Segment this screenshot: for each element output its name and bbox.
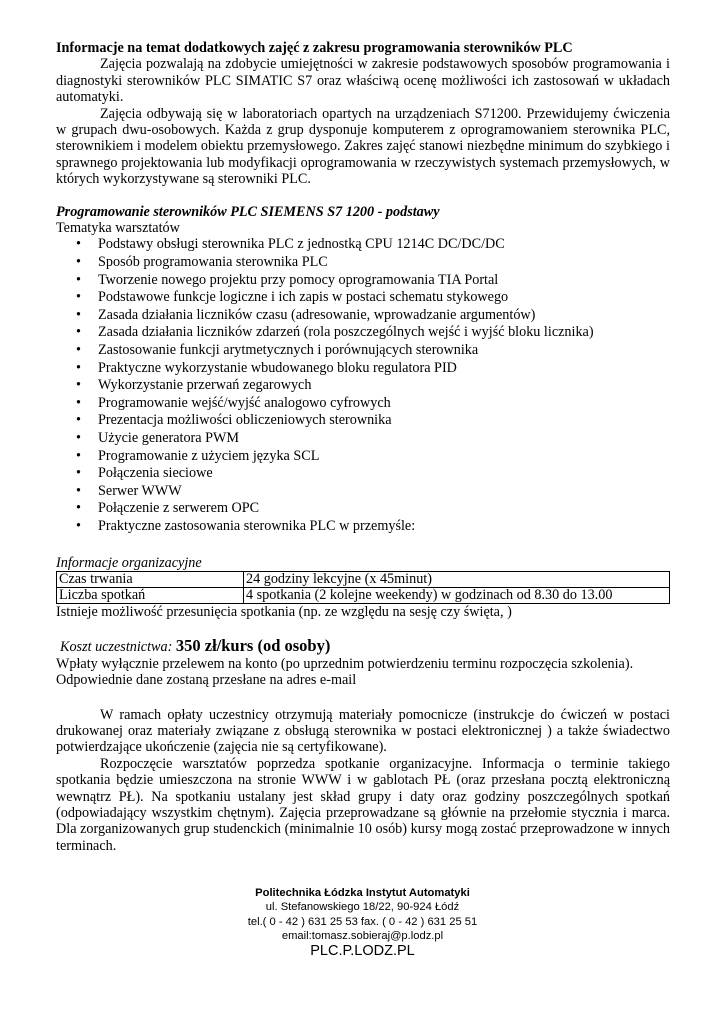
bullet-icon: • xyxy=(76,430,81,446)
list-item: • Wykorzystanie przerwań zegarowych xyxy=(76,377,312,394)
bullet-icon: • xyxy=(76,271,81,288)
list-item: • Serwer WWW xyxy=(76,482,182,499)
bullet-icon: • xyxy=(76,324,81,341)
intro-paragraph-2: Zajęcia odbywają się w laboratoriach opartych na urządzeniach S71200. Przewidujemy ćwiczenia w grupach dwu-osobowych. Każda z grup dysponuje komputerem z oprogramowaniem sterownika PLC, sterownikiem i modelem obiektu przemysłowego. Zakres zajęć stanowi niezbędne minimum do szybkiego i sprawnego projektowania lub modyfikacji oprogramowania w rzeczywistych systemach przemysłowych, w których wykorzystywane są sterowniki PLC. xyxy=(56,105,670,188)
list-item: • Połączenie z serwerem OPC xyxy=(76,500,260,517)
bullet-icon: • xyxy=(76,254,81,271)
table-cell-value: 24 godziny lekcyjne (x 45minut) xyxy=(244,571,670,587)
list-item: • Sposób programowania sterownika PLC xyxy=(76,254,328,271)
document-page xyxy=(56,40,670,854)
intro-paragraph-1: Zajęcia pozwalają na zdobycie umiejętności w zakresie podstawowych sposobów programowania i diagnostyki sterowników PLC SIMATIC S7 oraz właściwą ocenę możliwości ich zastosowań w układach automatyki. xyxy=(56,56,670,106)
bullet-icon: • xyxy=(76,465,81,482)
footer-website: PLC.P.LODZ.PL xyxy=(310,943,415,960)
list-item: • Zasada działania liczników zdarzeń (rola poszczególnych wejść i wyjść bloku licznika) xyxy=(76,324,594,341)
table-cell-value: 4 spotkania (2 kolejne weekendy) w godzinach od 8.30 do 13.00 xyxy=(244,587,670,603)
bullet-icon: • xyxy=(76,394,81,411)
org-info-table xyxy=(56,571,670,604)
bullet-icon: • xyxy=(76,342,81,359)
course-title: Programowanie sterowników PLC SIEMENS S7 1200 - podstawy xyxy=(56,203,440,220)
list-item: • Programowanie z użyciem języka SCL xyxy=(76,447,320,464)
bullet-icon: • xyxy=(76,482,81,499)
document-title: Informacje na temat dodatkowych zajęć z zakresu programowania sterowników PLC xyxy=(56,40,573,56)
bullet-icon: • xyxy=(76,412,81,429)
topics-label: Tematyka warsztatów xyxy=(56,220,180,237)
footer-phone: tel.( 0 - 42 ) 631 25 53 fax. ( 0 - 42 ) 631 25 51 xyxy=(247,915,478,928)
list-item: • Zasada działania liczników czasu (adresowanie, wprowadzanie argumentów) xyxy=(76,306,536,323)
bullet-icon: • xyxy=(76,306,81,323)
table-row xyxy=(57,571,670,587)
bullet-icon: • xyxy=(76,447,81,464)
payment-info-email: Odpowiednie dane zostaną przesłane na adres e-mail xyxy=(56,672,357,689)
footer-org: Politechnika Łódzka Instytut Automatyki xyxy=(255,887,470,899)
org-info-title: Informacje organizacyjne xyxy=(56,554,202,571)
list-item: • Programowanie wejść/wyjść analogowo cyfrowych xyxy=(76,394,391,411)
table-row xyxy=(57,587,670,603)
list-item: • Praktyczne wykorzystanie wbudowanego bloku regulatora PID xyxy=(76,359,457,376)
footer-email: email:tomasz.sobieraj@p.lodz.pl xyxy=(281,929,444,942)
cost-amount: 350 zł/kurs (od osoby) xyxy=(175,636,331,656)
list-item: • Połączenia sieciowe xyxy=(76,465,213,482)
list-item: • Tworzenie nowego projektu przy pomocy oprogramowania TIA Portal xyxy=(76,271,499,288)
footer-address: ul. Stefanowskiego 18/22, 90-924 Łódź xyxy=(265,901,460,914)
list-item: • Podstawy obsługi sterownika PLC z jednostką CPU 1214C DC/DC/DC xyxy=(76,236,505,253)
bullet-icon: • xyxy=(76,236,81,253)
payment-info: Wpłaty wyłącznie przelewem na konto (po uprzednim potwierdzeniu terminu rozpoczęcia szkolenia). xyxy=(56,655,634,672)
table-cell-key: Liczba spotkań xyxy=(57,587,244,603)
closing-paragraph-1: W ramach opłaty uczestnicy otrzymują materiały pomocnicze (instrukcje do ćwiczeń w postaci drukowanej oraz materiały związane z obsługą sterownika w postaci elektronicznej ) a także świadectwo potwierdzające ukończenie (zajęcia nie są certyfikowane). xyxy=(56,706,670,756)
table-cell-key: Czas trwania xyxy=(57,571,244,587)
bullet-icon: • xyxy=(76,377,81,394)
bullet-icon: • xyxy=(76,500,81,517)
list-item: • Prezentacja możliwości obliczeniowych sterownika xyxy=(76,412,392,429)
bullet-icon: • xyxy=(76,289,81,306)
list-item: • Praktyczne zastosowania sterownika PLC w przemyśle: xyxy=(76,517,416,534)
topics-list xyxy=(56,236,670,535)
cost-line xyxy=(56,638,670,655)
bullet-icon: • xyxy=(76,359,81,376)
org-note: Istnieje możliwość przesunięcia spotkania (np. ze względu na sesję czy święta, ) xyxy=(56,603,512,620)
list-item: • Zastosowanie funkcji arytmetycznych i porównujących sterownika xyxy=(76,342,479,359)
list-item: • Użycie generatora PWM xyxy=(76,430,240,446)
list-item: • Podstawowe funkcje logiczne i ich zapis w postaci schematu stykowego xyxy=(76,289,509,306)
footer xyxy=(0,886,725,960)
closing-paragraph-2: Rozpoczęcie warsztatów poprzedza spotkanie organizacyjne. Informacja o terminie takiego spotkania będzie umieszczona na stronie WWW i w gablotach PŁ (oraz przesłana pocztą elektroniczną wewnątrz PŁ). Na spotkaniu ustalany jest skład grupy i daty oraz godziny poszczególnych spotkań (odpowiadający wszystkim chętnym). Zajęcia przeprowadzane są głównie na przełomie stycznia i marca. Dla zorganizowanych grup studenckich (minimalnie 10 osób) kursy mogą zostać przeprowadzone w innych terminach. xyxy=(56,755,670,854)
cost-label: Koszt uczestnictwa: xyxy=(60,639,173,656)
bullet-icon: • xyxy=(76,517,81,534)
